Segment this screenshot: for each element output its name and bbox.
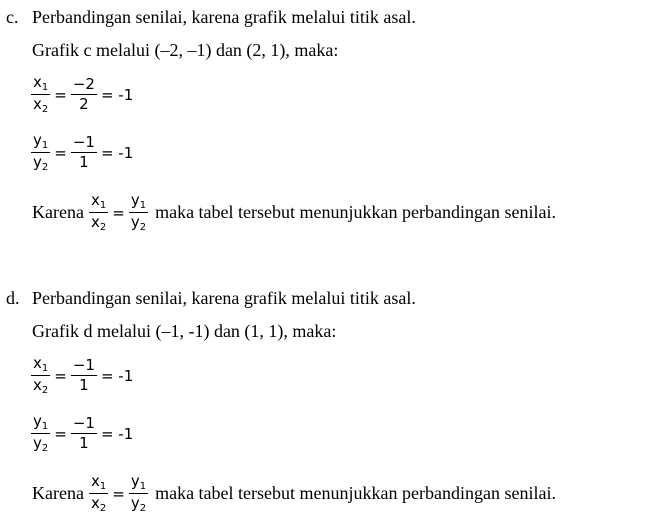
result: = -1 (100, 424, 134, 443)
x-ratio-fraction: $\frac{x_1}{x_2}$ (90, 191, 107, 233)
section-d-heading-text: Perbandingan senilai, karena grafik melalui titik asal. (32, 288, 416, 308)
section-d-conclusion: Karena $\frac{x_1}{x_2}$ = $\frac{y_1}{y_2}$ maka tabel tersebut menunjukkan perbandingan senilai. (32, 472, 556, 514)
section-d-equation-x (30, 355, 136, 396)
x-ratio-fraction: $\frac{x_1}{x_2}$ (90, 472, 107, 514)
result: = -1 (100, 143, 134, 162)
section-d-intro: Grafik d melalui (–1, -1) dan (1, 1), maka: (32, 321, 337, 341)
result: = -1 (100, 366, 134, 385)
section-d-heading (6, 287, 416, 309)
equals-sign: = (112, 484, 125, 503)
x-ratio-fraction: $\frac{x_1}{x_2}$ (33, 354, 49, 396)
section-c-heading (6, 6, 416, 28)
section-d-letter: d. (6, 288, 20, 308)
x-ratio-fraction: $\frac{x_1}{x_2}$ (33, 73, 49, 115)
x-value-fraction: $\frac{-2}{2}$ (72, 75, 95, 113)
y-ratio-fraction: $\frac{y_1}{y_2}$ (33, 412, 49, 454)
equals-sign: = (54, 143, 67, 162)
equals-sign: = (112, 203, 125, 222)
y-value-fraction: $\frac{-1}{1}$ (72, 414, 95, 452)
y-value-fraction: $\frac{-1}{1}$ (72, 133, 95, 171)
y-ratio-fraction: $\frac{y_1}{y_2}$ (33, 131, 49, 173)
section-c-letter: c. (6, 7, 19, 27)
equals-sign: = (54, 424, 67, 443)
section-c-intro: Grafik c melalui (–2, –1) dan (2, 1), maka: (32, 40, 339, 60)
result: = -1 (100, 85, 134, 104)
section-c-heading-text: Perbandingan senilai, karena grafik melalui titik asal. (32, 7, 416, 27)
y-ratio-fraction: $\frac{y_1}{y_2}$ (130, 472, 147, 514)
section-d-equation-y (30, 413, 136, 454)
section-c-conclusion: Karena $\frac{x_1}{x_2}$ = $\frac{y_1}{y_2}$ maka tabel tersebut menunjukkan perbandingan senilai. (32, 191, 556, 233)
equals-sign: = (54, 366, 67, 385)
x-value-fraction: $\frac{-1}{1}$ (72, 356, 95, 394)
equals-sign: = (54, 85, 67, 104)
y-ratio-fraction: $\frac{y_1}{y_2}$ (130, 191, 147, 233)
section-c-equation-y (30, 132, 136, 173)
section-c-equation-x (30, 74, 136, 115)
